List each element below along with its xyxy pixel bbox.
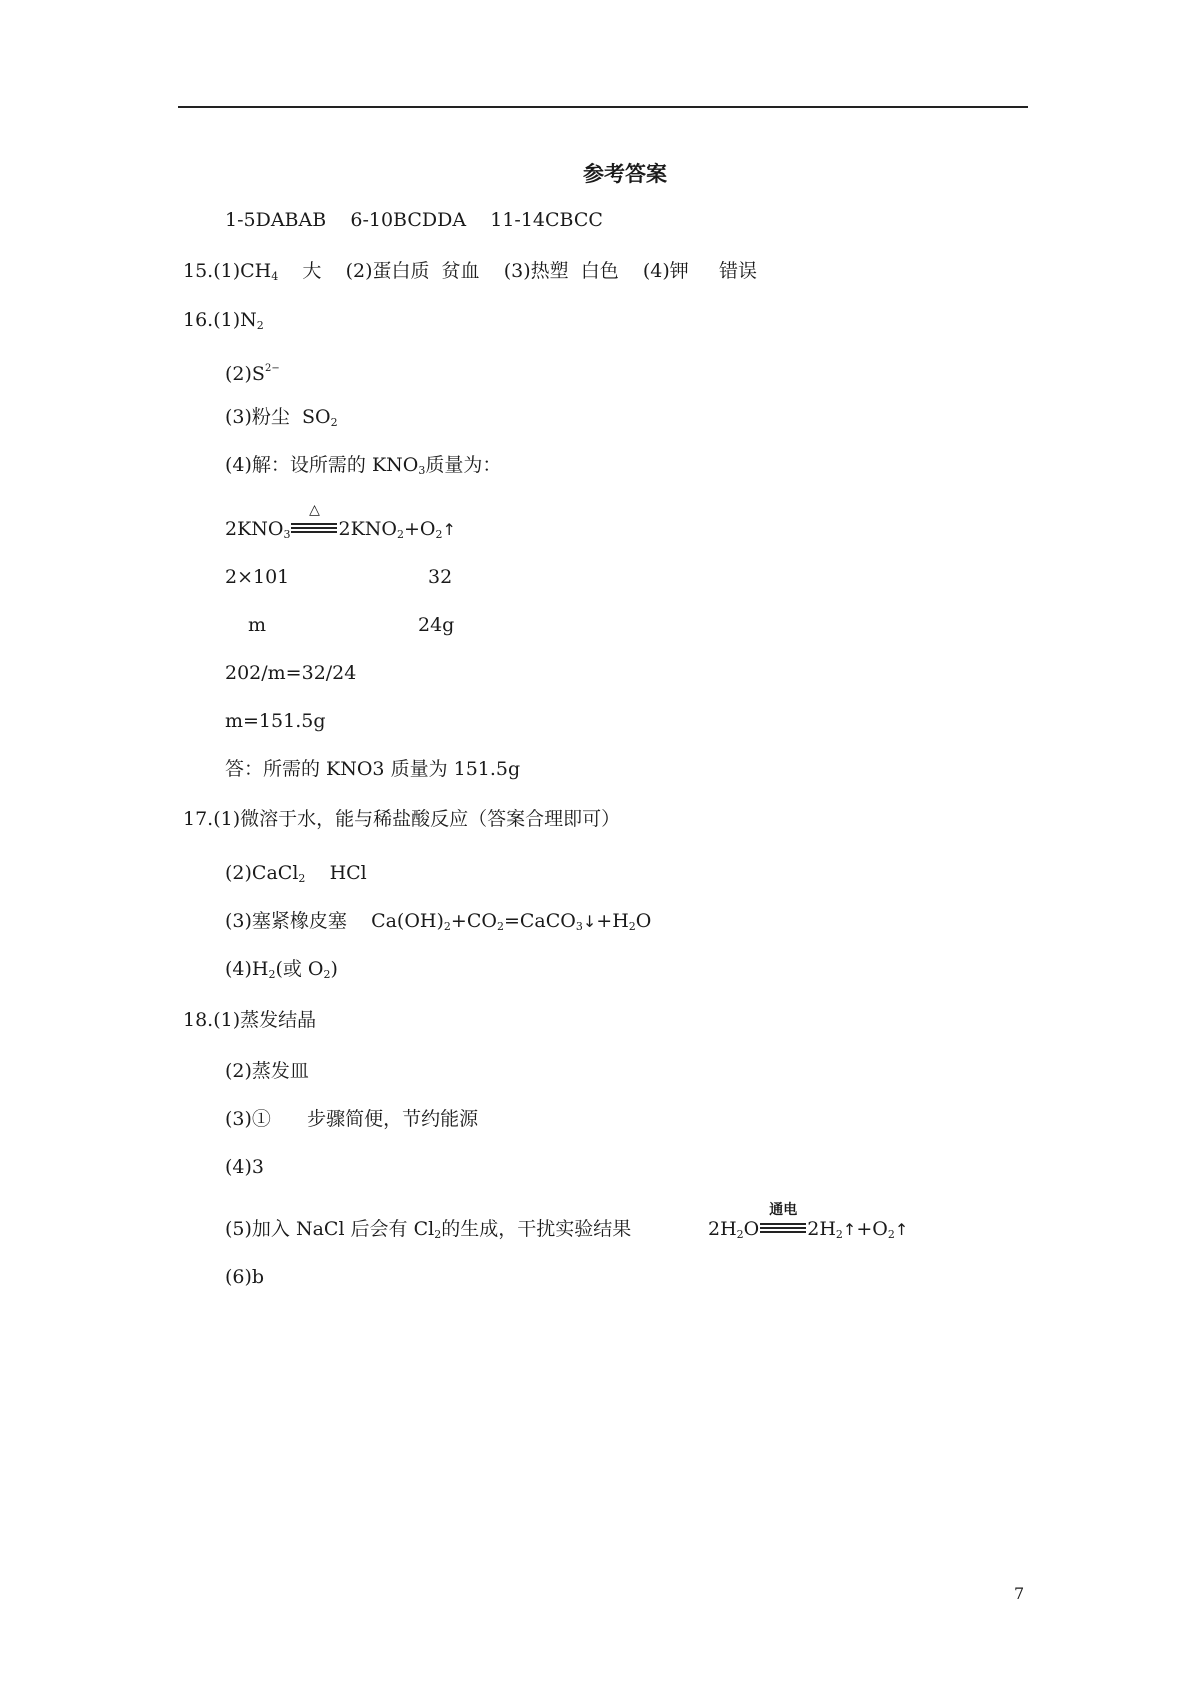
q16-part2: $(2)S^{2-}$ bbox=[225, 363, 280, 385]
q16-part1: $16.(1)N_2$ bbox=[183, 309, 264, 332]
q17-part3: (3)塞紧橡皮塞 $Ca(OH)_2+CO_2=CaCO_3↓+H_2O$ bbox=[225, 910, 652, 933]
q16-part4: (4)解：设所需的 $KNO_3$质量为： bbox=[225, 454, 502, 477]
q16-equation: $2KNO_3$ △ $2KNO_2+O_2↑$ bbox=[225, 502, 456, 541]
heating-condition-symbol: △ bbox=[291, 517, 337, 539]
header-rule bbox=[178, 106, 1028, 108]
q18-part2: (2)蒸发皿 bbox=[225, 1060, 309, 1082]
precipitate-arrow-icon: ↓ bbox=[582, 912, 597, 931]
q18-electrolysis-equation: $2H_2O$ 通电 $2H_2↑+O_2↑$ bbox=[708, 1202, 909, 1241]
q16-result: m=151.5g bbox=[225, 710, 326, 732]
q17-part2: (2)CaCl$_2$ HCl bbox=[225, 862, 367, 885]
q18-part4: (4)3 bbox=[225, 1156, 265, 1178]
gas-arrow-icon: ↑ bbox=[894, 1220, 909, 1239]
choice-answers: 1-5DABAB 6-10BCDDA 11-14CBCC bbox=[225, 209, 603, 231]
q16-answer-statement: 答：所需的 KNO3 质量为 151.5g bbox=[225, 758, 521, 780]
gas-arrow-icon: ↑ bbox=[842, 1220, 857, 1239]
page-title: 参考答案 bbox=[583, 162, 667, 186]
q18-part3: (3)① 步骤简便，节约能源 bbox=[225, 1108, 479, 1130]
q16-proportion: 202/m=32/24 bbox=[225, 662, 357, 684]
q16-ratio-row1: 2×101 32 bbox=[225, 566, 453, 588]
electrolysis-condition-symbol: 通电 bbox=[760, 1217, 806, 1239]
q15-answer: $15.(1)CH_4$ 大 (2)蛋白质 贫血 (3)热塑 白色 (4)钾 错误 bbox=[183, 260, 757, 283]
q18-part6: (6)b bbox=[225, 1266, 265, 1288]
q17-part1: 17.(1)微溶于水，能与稀盐酸反应（答案合理即可） bbox=[183, 808, 621, 830]
q18-part5: (5)加入 NaCl 后会有 $Cl_2$的生成，干扰实验结果 bbox=[225, 1218, 632, 1241]
q18-part1: 18.(1)蒸发结晶 bbox=[183, 1009, 317, 1031]
gas-arrow-icon: ↑ bbox=[442, 520, 456, 539]
q17-part4: $(4)H_2$(或 $O_2$) bbox=[225, 958, 338, 981]
page-number: 7 bbox=[1014, 1584, 1025, 1603]
q16-part3: (3)粉尘 $SO_2$ bbox=[225, 406, 338, 429]
